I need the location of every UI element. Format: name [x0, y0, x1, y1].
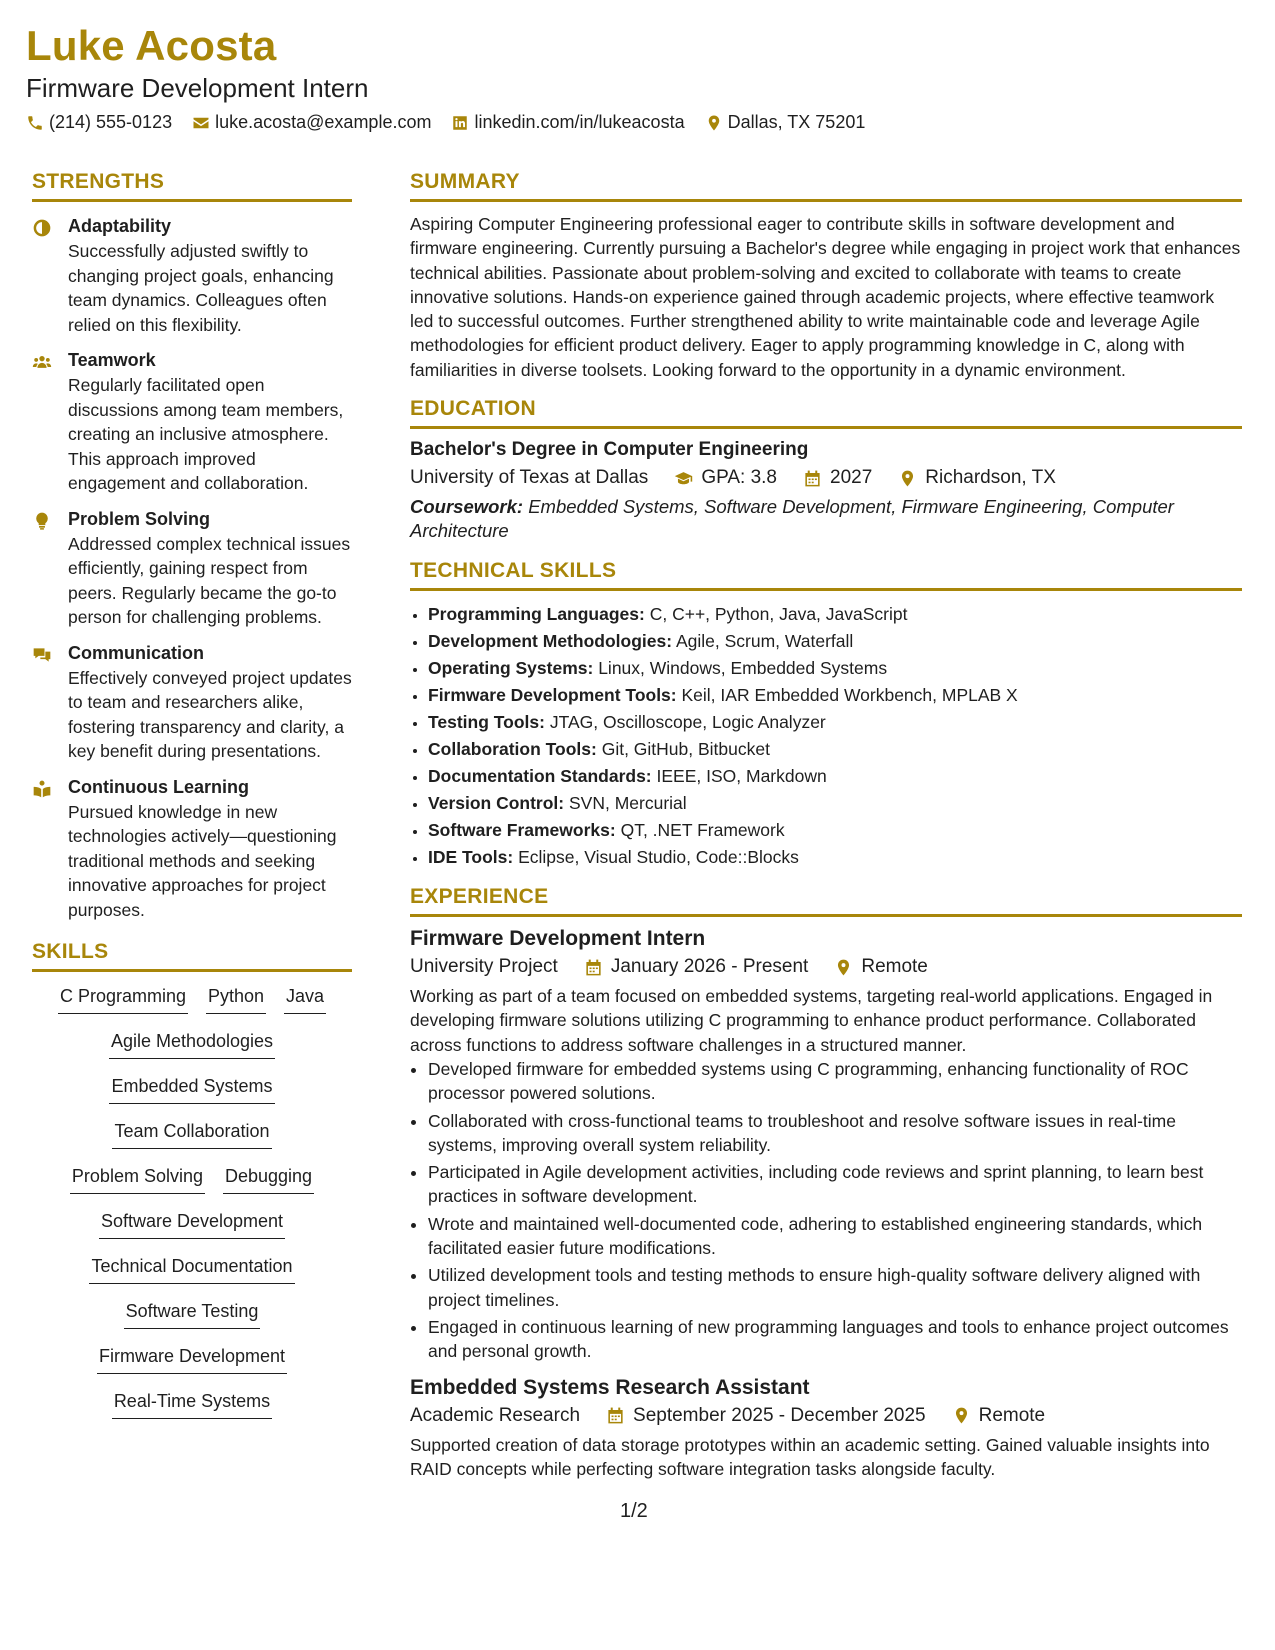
technical-skill-value: IEEE, ISO, Markdown [656, 766, 827, 787]
skill-tag-row [32, 1301, 352, 1346]
skill-tag: Technical Documentation [89, 1256, 294, 1284]
skill-tag: Software Development [99, 1211, 285, 1239]
job-meta [410, 956, 1242, 978]
job-bullet: • Developed firmware for embedded systems using C programming, enhancing functionality of ROC processor powered solutions. [428, 1057, 1242, 1106]
technical-skill-item [428, 817, 1242, 844]
strength-item [32, 216, 352, 337]
skill-tag: Problem Solving [70, 1166, 205, 1194]
job-location: Remote [861, 956, 928, 978]
skill-tag-row [32, 1166, 352, 1211]
job-entry [410, 1376, 1242, 1482]
technical-skills-heading: TECHNICAL SKILLS [410, 559, 1242, 591]
coursework [410, 495, 1242, 543]
job-bullet: • Utilized development tools and testing methods to ensure high-quality software delivery aligned with project timelines. [428, 1263, 1242, 1312]
skill-tag: Software Testing [124, 1301, 261, 1329]
left-column [32, 170, 352, 1436]
skill-tag-row [32, 1391, 352, 1436]
education-heading: EDUCATION [410, 397, 1242, 429]
experience-heading: EXPERIENCE [410, 885, 1242, 917]
skill-tag: Real-Time Systems [112, 1391, 272, 1419]
skill-tag-row [32, 1346, 352, 1391]
technical-skill-label: Development Methodologies: [428, 631, 673, 652]
skills-tags [32, 986, 352, 1436]
linkedin-icon [451, 114, 469, 132]
book-reader-icon [32, 779, 52, 799]
contact-phone[interactable] [26, 112, 172, 133]
technical-skills-list [410, 601, 1242, 871]
contact-bar [26, 112, 865, 133]
skill-tag: Embedded Systems [109, 1076, 274, 1104]
skill-tag-row [32, 1031, 352, 1076]
graduation-year: 2027 [830, 467, 873, 489]
technical-skill-value: Linux, Windows, Embedded Systems [598, 658, 888, 679]
technical-skill-item [428, 655, 1242, 682]
strength-item [32, 350, 352, 496]
skill-tag: Python [206, 986, 266, 1014]
technical-skill-label: Documentation Standards: [428, 766, 652, 787]
candidate-headline: Firmware Development Intern [26, 73, 369, 103]
technical-skill-label: Testing Tools: [428, 712, 545, 733]
strength-desc: Addressed complex technical issues efficiently, gaining respect from peers. Regularly became the go-to person for challenging problems. [68, 533, 351, 627]
strength-desc: Pursued knowledge in new technologies actively—questioning traditional methods and seeking innovative approaches for project purposes. [68, 801, 337, 920]
technical-skill-value: Git, GitHub, Bitbucket [601, 739, 770, 760]
job-bullet: • Engaged in continuous learning of new programming languages and tools to enhance project outcomes and personal growth. [428, 1315, 1242, 1364]
phone-text: (214) 555-0123 [49, 112, 173, 132]
envelope-icon [192, 114, 210, 132]
skill-tag: Debugging [223, 1166, 314, 1194]
job-title: Embedded Systems Research Assistant [410, 1375, 810, 1399]
comments-icon [32, 645, 52, 665]
job-bullets [410, 1057, 1242, 1364]
graduation-cap-icon [674, 469, 693, 488]
school-name: University of Texas at Dallas [410, 467, 649, 489]
skills-heading: SKILLS [32, 940, 352, 972]
contact-linkedin[interactable] [451, 112, 684, 133]
users-icon [32, 352, 52, 372]
education-location: Richardson, TX [925, 467, 1056, 489]
strengths-heading: STRENGTHS [32, 170, 352, 202]
skill-tag-row [32, 1211, 352, 1256]
contact-email[interactable] [192, 112, 431, 133]
location-pin-icon [705, 114, 723, 132]
phone-icon [26, 114, 44, 132]
job-description: Supported creation of data storage prototypes within an academic setting. Gained valuable insights into RAID concepts while perfecting software integration tasks alongside faculty. [410, 1434, 1210, 1479]
page-number: 1/2 [620, 1500, 648, 1522]
strength-title: Communication [68, 642, 205, 663]
strength-title: Teamwork [68, 350, 156, 370]
technical-skill-label: Collaboration Tools: [428, 739, 597, 760]
technical-skill-item [428, 790, 1242, 817]
job-bullet: • Wrote and maintained well-documented code, adhering to established engineering standards, which facilitated easier future modifications. [428, 1212, 1242, 1261]
job-title: Firmware Development Intern [410, 927, 706, 951]
calendar-icon [584, 958, 603, 977]
half-circle-icon [32, 218, 52, 238]
summary-text: Aspiring Computer Engineering professional eager to contribute skills in software development and firmware engineering. Currently pursuing a Bachelor's degree while engaging in project work that enhances technical abilities. Passionate about problem-solving and excited to collaborate with teams to create innovative solutions. Hands-on experience gained through academic projects, where effective teamwork led to successful outcomes. Further strengthened ability to write maintainable code and leverage Agile methodologies for efficient product delivery. Eager to apply programming knowledge in C, along with familiarities in diverse toolsets. Looking forward to the opportunity in a dynamic environment. [410, 214, 1241, 380]
job-dates: September 2025 - December 2025 [633, 1404, 926, 1426]
skill-tag-row [32, 1121, 352, 1166]
job-entry [410, 927, 1242, 1363]
job-org: University Project [410, 956, 558, 978]
strength-desc: Successfully adjusted swiftly to changing project goals, enhancing team dynamics. Colleagues often relied on this flexibility. [68, 241, 334, 335]
technical-skill-label: Programming Languages: [428, 604, 645, 625]
strength-item [32, 777, 352, 923]
degree-title: Bachelor's Degree in Computer Engineering [410, 439, 809, 461]
skill-tag-row [32, 1256, 352, 1301]
location-pin-icon [952, 1406, 971, 1425]
technical-skill-item [428, 844, 1242, 871]
email-text: luke.acosta@example.com [215, 112, 432, 132]
job-bullet: • Participated in Agile development activities, including code reviews and sprint planning, to learn best practices in software development. [428, 1160, 1242, 1209]
job-bullet: • Collaborated with cross-functional teams to troubleshoot and resolve software issues in real-time systems, improving overall system reliability. [428, 1109, 1242, 1158]
coursework-list: Embedded Systems, Software Development, Firmware Engineering, Computer Architecture [410, 496, 1174, 542]
technical-skill-value: C, C++, Python, Java, JavaScript [649, 604, 908, 625]
education-meta [410, 467, 1242, 489]
technical-skill-label: Software Frameworks: [428, 820, 616, 841]
technical-skill-label: IDE Tools: [428, 847, 514, 868]
lightbulb-icon [32, 511, 52, 531]
strength-title: Adaptability [68, 216, 172, 236]
summary-heading: SUMMARY [410, 170, 1242, 202]
technical-skill-value: JTAG, Oscilloscope, Logic Analyzer [549, 712, 826, 733]
right-column [410, 170, 1242, 1481]
technical-skill-item [428, 736, 1242, 763]
location-pin-icon [834, 958, 853, 977]
job-meta [410, 1405, 1242, 1427]
skill-tag-row [32, 986, 352, 1031]
strength-desc: Regularly facilitated open discussions among team members, creating an inclusive atmosphere. This approach improved engagement and collaboration. [68, 375, 344, 493]
strength-title: Problem Solving [68, 508, 211, 529]
technical-skill-item [428, 763, 1242, 790]
skill-tag: Agile Methodologies [109, 1031, 275, 1059]
skill-tag: Firmware Development [97, 1346, 287, 1374]
strengths-list [32, 212, 352, 922]
strength-item [32, 643, 352, 764]
linkedin-text: linkedin.com/in/lukeacosta [474, 112, 685, 132]
job-location: Remote [978, 1404, 1046, 1426]
technical-skill-item [428, 709, 1242, 736]
gpa-text: GPA: 3.8 [701, 467, 777, 489]
technical-skill-label: Version Control: [428, 793, 565, 814]
job-org: Academic Research [410, 1404, 581, 1426]
coursework-label: Coursework: [410, 496, 524, 518]
calendar-icon [803, 469, 822, 488]
skill-tag: Team Collaboration [112, 1121, 271, 1149]
technical-skill-item [428, 601, 1242, 628]
candidate-name: Luke Acosta [26, 22, 277, 69]
calendar-icon [606, 1406, 625, 1425]
job-dates: January 2026 - Present [610, 956, 809, 978]
technical-skill-value: SVN, Mercurial [569, 793, 687, 814]
strength-desc: Effectively conveyed project updates to team and researchers alike, fostering transparency and clarity, a key benefit during presentations. [68, 667, 352, 761]
location-pin-icon [898, 469, 917, 488]
skill-tag: C Programming [58, 986, 188, 1014]
strength-title: Continuous Learning [68, 776, 249, 797]
technical-skill-item [428, 682, 1242, 709]
technical-skill-item [428, 628, 1242, 655]
technical-skill-value: QT, .NET Framework [620, 820, 785, 841]
skill-tag-row [32, 1076, 352, 1121]
strength-item [32, 509, 352, 630]
technical-skill-label: Firmware Development Tools: [428, 685, 677, 706]
technical-skill-value: Keil, IAR Embedded Workbench, MPLAB X [681, 685, 1018, 706]
skill-tag: Java [284, 986, 326, 1014]
location-text: Dallas, TX 75201 [727, 112, 866, 132]
contact-location [705, 112, 866, 133]
technical-skill-value: Eclipse, Visual Studio, Code::Blocks [518, 847, 799, 868]
technical-skill-label: Operating Systems: [428, 658, 594, 679]
job-description: Working as part of a team focused on embedded systems, targeting real-world applications. Engaged in developing firmware solutions utilizing C programming to enhance product performance. Collaborated across functions to address software challenges in a structured manner. [410, 986, 1213, 1055]
technical-skill-value: Agile, Scrum, Waterfall [675, 631, 854, 652]
